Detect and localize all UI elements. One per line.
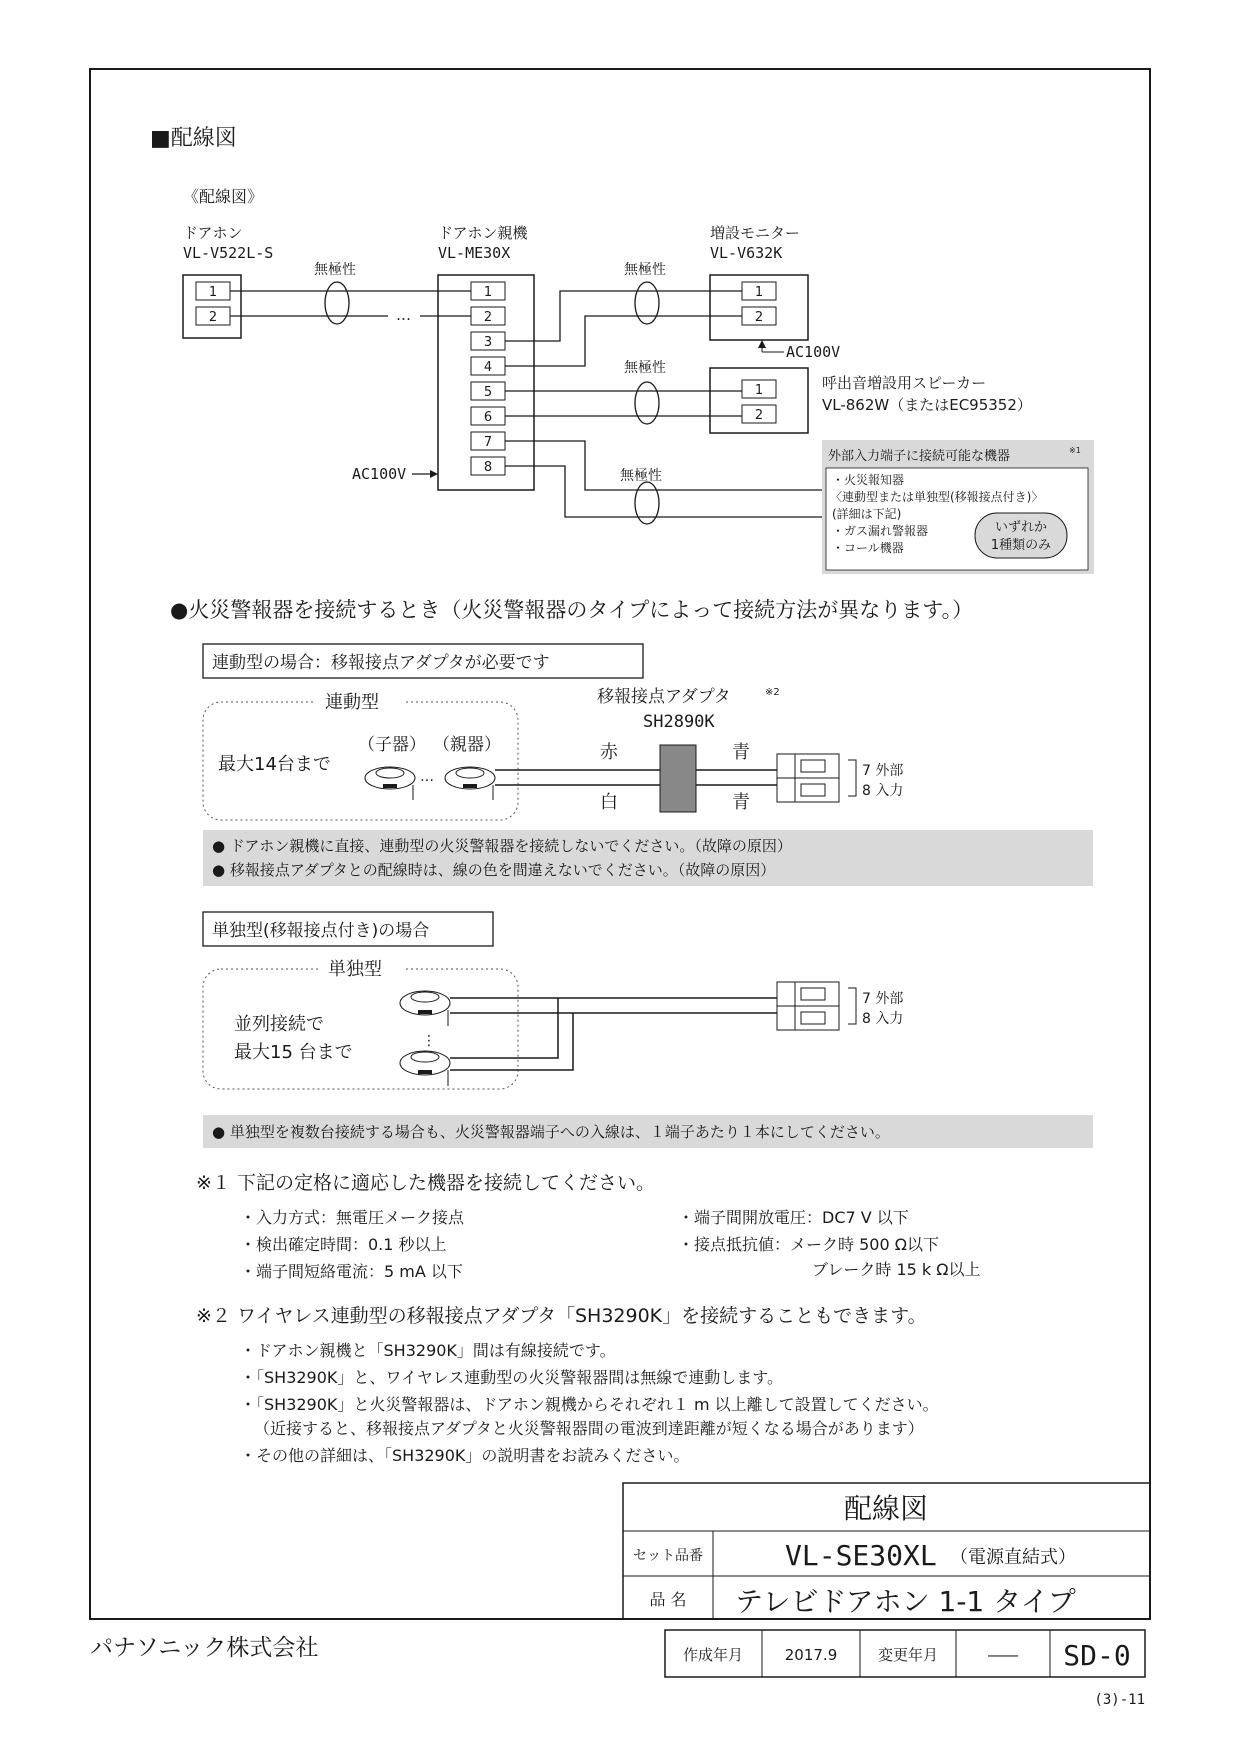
- single-section: [203, 912, 1093, 1148]
- linked-child-detector: [365, 767, 415, 800]
- linked-term7: 7 外部: [862, 763, 904, 779]
- nonpolar-label-2: 無極性: [624, 262, 666, 278]
- cable-loop-doorphone: [325, 282, 349, 324]
- speaker-model: VL-862W（またはEC95352）: [822, 396, 1032, 414]
- adapter-title: 移報接点アダプタ: [597, 687, 731, 707]
- cable-loop-speaker: [635, 382, 659, 424]
- created-label: 作成年月: [682, 1646, 744, 1664]
- doorphone-unit: [183, 224, 273, 338]
- external-devices-panel: [822, 440, 1094, 574]
- monitor-power-arrowhead: [758, 340, 766, 348]
- note1-left-3: ・端子間短絡電流：5 mA 以下: [240, 1262, 463, 1281]
- master-terminal-4-label: 4: [483, 360, 493, 375]
- note2-line-4: （近接すると、移報接点アダプタと火災警報器間の電波到達距離が短くなる場合があります）: [254, 1419, 924, 1438]
- single-term8: 8 入力: [862, 1011, 904, 1027]
- master-terminals: [471, 282, 505, 475]
- external-item-3: (詳細は下記): [832, 507, 902, 521]
- master-terminal-5-label: 5: [483, 385, 493, 400]
- linked-box-label: 連動型の場合：移報接点アダプタが必要です: [212, 653, 550, 673]
- note2-line-5: ・その他の詳細は、「SH3290K」の説明書をお読みください。: [240, 1446, 690, 1465]
- doorphone-model: VL-V522L-S: [183, 244, 274, 262]
- product-name-label: 品 名: [649, 1590, 687, 1609]
- changed-value: ――: [988, 1646, 1018, 1664]
- adapter-note-mark: ※2: [765, 687, 780, 698]
- linked-term8: 8 入力: [862, 783, 904, 799]
- monitor-terminal-2-label: 2: [754, 310, 764, 325]
- note-2: [196, 1304, 939, 1465]
- single-warning: ● 単独型を複数台接続する場合も、火災警報器端子への入線は、１端子あたり１本にしてください。: [212, 1123, 890, 1141]
- linked-warning-2: ● 移報接点アダプタとの配線時は、線の色を間違えないでください。（故障の原因）: [212, 861, 776, 879]
- set-number-value: VL-SE30XL: [785, 1539, 937, 1572]
- external-item-4: ・ガス漏れ警報器: [832, 524, 929, 538]
- external-note-mark: ※1: [1069, 446, 1081, 455]
- single-vertical-ellipsis: ⋮: [422, 1033, 436, 1049]
- cable-loop-monitor: [635, 282, 659, 324]
- speaker-terminal-1-label: 1: [754, 383, 764, 398]
- single-group-label: 単独型: [328, 959, 382, 980]
- master-terminal-8-label: 8: [483, 460, 493, 475]
- drawing-number: SD-0: [1063, 1639, 1131, 1672]
- title-block: [623, 1483, 1150, 1677]
- master-unit: [352, 224, 534, 490]
- created-value: 2017.9: [784, 1646, 838, 1664]
- linked-section: [203, 644, 1093, 886]
- note2-line-2: ・「SH3290K」と、ワイヤレス連動型の火災警報器間は無線で連動します。: [240, 1368, 783, 1387]
- external-title: 外部入力端子に接続可能な機器: [828, 449, 1011, 464]
- master-power-label: AC100V: [352, 465, 407, 483]
- monitor-unit: [710, 224, 840, 361]
- wire-white-label: 白: [600, 792, 618, 813]
- note1-left-1: ・入力方式：無電圧メーク接点: [240, 1208, 465, 1227]
- wire-external-8: [505, 466, 822, 517]
- external-item-2: 〈連動型または単独型(移報接点付き)〉: [830, 490, 1044, 504]
- speaker-unit: [710, 368, 1032, 433]
- speaker-terminal-2-label: 2: [754, 408, 764, 423]
- master-terminal-6-label: 6: [483, 410, 493, 425]
- linked-terminal-block: [777, 754, 856, 802]
- title-block-title: 配線図: [843, 1492, 929, 1525]
- master-terminal-3-label: 3: [483, 335, 493, 350]
- doorphone-terminal-2-label: 2: [208, 310, 218, 325]
- wire-red-label: 赤: [600, 742, 618, 763]
- linked-warning-1: ● ドアホン親機に直接、連動型の火災警報器を接続しないでください。（故障の原因）: [212, 837, 792, 855]
- single-box-label: 単独型(移報接点付き)の場合: [212, 921, 430, 941]
- single-detector-2: [400, 1051, 450, 1086]
- diagram-caption: 《配線図》: [183, 187, 264, 206]
- set-number-label: セット品番: [633, 1548, 703, 1564]
- note1-right-1: ・端子間開放電圧：DC7 V 以下: [678, 1208, 909, 1227]
- speaker-name: 呼出音増設用スピーカー: [822, 374, 987, 392]
- linked-parent-detector: [445, 767, 495, 800]
- linked-parent: （親器）: [433, 735, 501, 755]
- wire-ellipsis: …: [396, 306, 411, 324]
- master-terminal-2-label: 2: [483, 310, 493, 325]
- master-name: ドアホン親機: [438, 224, 528, 242]
- company-name: パナソニック株式会社: [90, 1635, 319, 1661]
- section-title: ■配線図: [150, 126, 237, 151]
- single-wires: [450, 998, 782, 1070]
- note1-right-2: ・接点抵抗値：メーク時 500 Ω以下: [678, 1235, 939, 1254]
- external-badge-line1: いずれか: [994, 520, 1048, 535]
- single-term7: 7 外部: [862, 991, 904, 1007]
- external-item-1: ・火災報知器: [832, 473, 905, 487]
- page-number: (3)-11: [1094, 1692, 1145, 1708]
- note2-heading: ※２ ワイヤレス連動型の移報接点アダプタ「SH3290K」を接続することもできます。: [196, 1305, 927, 1327]
- linked-group-label: 連動型: [325, 692, 379, 713]
- nonpolar-label-1: 無極性: [314, 262, 356, 278]
- fire-heading: ●火災警報器を接続するとき（火災警報器のタイプによって接続方法が異なります。）: [170, 598, 974, 622]
- cable-loop-external: [635, 482, 659, 524]
- single-line-2: 最大15 台まで: [234, 1042, 353, 1063]
- set-number-suffix: （電源直結式）: [950, 1547, 1076, 1568]
- monitor-power-label: AC100V: [786, 343, 841, 361]
- master-power-arrowhead: [430, 470, 438, 478]
- adapter-block: [660, 745, 696, 812]
- doorphone-terminal-1-label: 1: [208, 285, 218, 300]
- note1-right-3: ブレーク時 15 k Ω以上: [812, 1260, 981, 1279]
- wiring-lines: [230, 282, 822, 524]
- adapter-model: SH2890K: [643, 712, 715, 732]
- nonpolar-label-3: 無極性: [624, 360, 666, 376]
- master-terminal-1-label: 1: [483, 285, 493, 300]
- nonpolar-label-4: 無極性: [620, 468, 662, 484]
- changed-label: 変更年月: [877, 1646, 939, 1664]
- linked-max-units: 最大14台まで: [218, 754, 331, 775]
- external-badge-line2: 1種類のみ: [990, 538, 1052, 553]
- note-1: [196, 1172, 980, 1281]
- note2-line-1: ・ドアホン親機と「SH3290K」間は有線接続です。: [240, 1341, 616, 1360]
- note1-heading: ※１ 下記の定格に適応した機器を接続してください。: [196, 1172, 655, 1194]
- master-model: VL-ME30X: [438, 244, 511, 262]
- wire-blue-label-1: 青: [732, 742, 750, 763]
- doorphone-name: ドアホン: [183, 224, 243, 242]
- master-terminal-7-label: 7: [483, 435, 493, 450]
- linked-ellipsis: …: [420, 769, 434, 785]
- external-item-5: ・コール機器: [832, 541, 904, 555]
- monitor-model: VL-V632K: [710, 244, 783, 262]
- monitor-terminal-1-label: 1: [754, 285, 764, 300]
- note1-left-2: ・検出確定時間：0.1 秒以上: [240, 1235, 447, 1254]
- linked-child: （子器）: [358, 735, 426, 755]
- monitor-name: 増設モニター: [710, 224, 801, 242]
- wire-blue-label-2: 青: [732, 792, 750, 813]
- single-line-1: 並列接続で: [234, 1014, 324, 1035]
- single-detector-1: [400, 991, 450, 1026]
- single-terminal-block: [777, 982, 856, 1030]
- product-name-value: テレビドアホン 1-1 タイプ: [735, 1585, 1076, 1618]
- note2-line-3: ・「SH3290K」と火災警報器は、ドアホン親機からそれぞれ１ m 以上離して設置してください。: [240, 1395, 939, 1414]
